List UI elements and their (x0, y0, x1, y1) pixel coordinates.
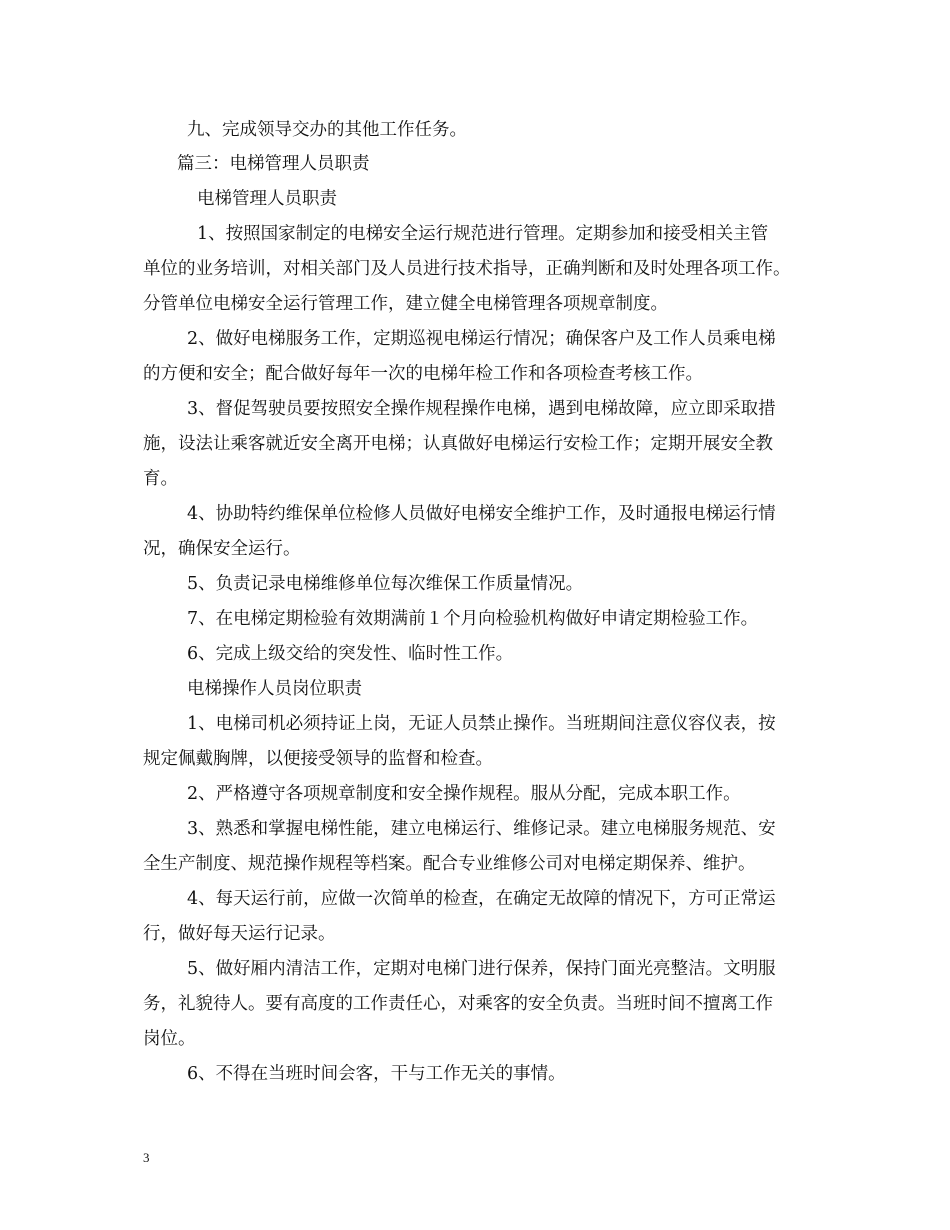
paragraph-line: 全生产制度、规范操作规程等档案。配合专业维修公司对电梯定期保养、维护。 (143, 854, 756, 874)
subsection-heading: 电梯管理人员职责 (197, 189, 337, 209)
paragraph-line: 3、熟悉和掌握电梯性能，建立电梯运行、维修记录。建立电梯服务规范、安 (187, 819, 776, 839)
paragraph-line: 5、负责记录电梯维修单位每次维保工作质量情况。 (187, 574, 584, 594)
paragraph-line: 行，做好每天运行记录。 (143, 924, 336, 944)
paragraph-line: 5、做好厢内清洁工作，定期对电梯门进行保养，保持门面光亮整洁。文明服 (187, 959, 776, 979)
paragraph-line: 6、不得在当班时间会客，干与工作无关的事情。 (187, 1064, 566, 1084)
paragraph-line: 4、协助特约维保单位检修人员做好电梯安全维护工作，及时通报电梯运行情 (187, 504, 776, 524)
paragraph-line: 分管单位电梯安全运行管理工作，建立健全电梯管理各项规章制度。 (143, 294, 668, 314)
paragraph-line: 的方便和安全；配合做好每年一次的电梯年检工作和各项检查考核工作。 (143, 364, 703, 384)
paragraph-line: 规定佩戴胸牌，以便接受领导的监督和检查。 (143, 749, 493, 769)
section-heading: 篇三：电梯管理人员职责 (177, 154, 370, 174)
paragraph-line: 况，确保安全运行。 (143, 539, 301, 559)
paragraph-line: 4、每天运行前，应做一次简单的检查，在确定无故障的情况下，方可正常运 (187, 889, 776, 909)
paragraph-line: 2、严格遵守各项规章制度和安全操作规程。服从分配，完成本职工作。 (187, 784, 741, 804)
paragraph-line: 7、在电梯定期检验有效期满前１个月向检验机构做好申请定期检验工作。 (187, 609, 759, 629)
paragraph-line: 2、做好电梯服务工作，定期巡视电梯运行情况；确保客户及工作人员乘电梯 (187, 329, 776, 349)
subsection-heading: 电梯操作人员岗位职责 (187, 679, 362, 699)
paragraph-line: 单位的业务培训，对相关部门及人员进行技术指导，正确判断和及时处理各项工作。 (143, 259, 791, 279)
paragraph-line: 6、完成上级交给的突发性、临时性工作。 (187, 644, 514, 664)
paragraph-line: 务，礼貌待人。要有高度的工作责任心，对乘客的安全负责。当班时间不擅离工作 (143, 994, 773, 1014)
paragraph-line: 3、督促驾驶员要按照安全操作规程操作电梯，遇到电梯故障，应立即采取措 (187, 399, 776, 419)
paragraph-line: 九、完成领导交办的其他工作任务。 (187, 120, 467, 140)
paragraph-line: 施，设法让乘客就近安全离开电梯；认真做好电梯运行安检工作；定期开展安全教 (143, 434, 773, 454)
paragraph-line: 1、电梯司机必须持证上岗，无证人员禁止操作。当班期间注意仪容仪表，按 (187, 714, 776, 734)
paragraph-line: 岗位。 (143, 1029, 196, 1049)
paragraph-line: 1、按照国家制定的电梯安全运行规范进行管理。定期参加和接受相关主管 (197, 224, 769, 244)
page-number: 3 (143, 1150, 150, 1165)
paragraph-line: 育。 (143, 469, 178, 489)
